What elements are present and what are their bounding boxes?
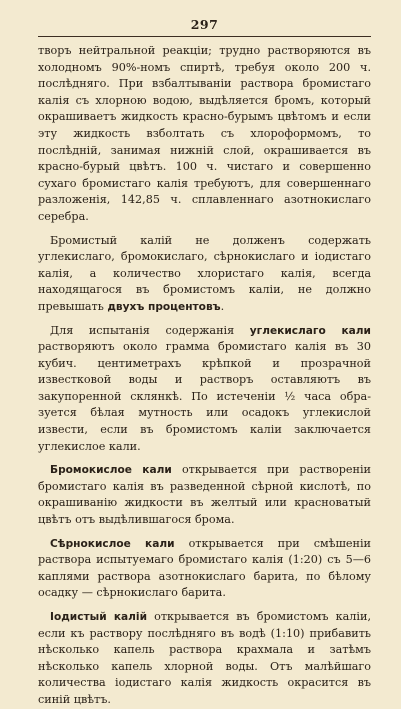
paragraph-2-text-a: Бромистый калій не долженъ содержать углекислаго, бромокислаго, сѣрнокислаго и іодистаго калія, а количество хлористаго калія, всегда находящагося въ бромистомъ каліи, не должно превышать	[38, 233, 371, 313]
paragraph-5-bold-term: Сѣрнокислое кали	[50, 537, 175, 550]
page-body	[38, 43, 371, 709]
paragraph-2	[38, 233, 371, 316]
paragraph-2-bold-term: двухъ процентовъ	[107, 300, 221, 313]
paragraph-4	[38, 462, 371, 528]
paragraph-3-text-b: растворяютъ около грамма бромистаго калія въ 30 кубич. центиметрахъ крѣпкой и прозрачной известковой воды и растворъ оставляютъ въ закупоренной склянкѣ. По истеченіи ½ часа образуется бѣлая мутность или осадокъ углекислой извести, если въ бромистомъ каліи заключается углекислое кали.	[38, 340, 371, 453]
page-number: 297	[190, 17, 219, 32]
paragraph-5-text: открывается при смѣшеніи раствора испытуемаго бромистаго калія (1:20) съ 5—6 каплями раствора азотнокислаго барита, по бѣлому осадку — сѣрнокислаго барита.	[38, 536, 371, 600]
paragraph-3-text-a: Для испытанія содержанія	[50, 323, 250, 337]
paragraph-1-text: творъ нейтральной реакціи; трудно растворяются въ холодномъ 90%-номъ спиртѣ, требуя около 200 ч. послѣдняго. При взбалтываніи раствора бромистаго калія съ хлорною водою, выдѣляется бромъ, который окрашиваетъ жидкость красно-бурымъ цвѣтомъ и если эту жидкость взболтать съ хлороформомъ, то послѣдній, занимая нижній слой, окрашивается въ красно-бурый цвѣтъ. 100 ч. чистаго и совершенно сухаго бромистаго калія требуютъ, для совершеннаго разложенія, 142,85 ч. сплавленнаго азотнокислаго серебра.	[38, 44, 371, 223]
header-rule	[38, 36, 371, 37]
paragraph-1	[38, 43, 371, 226]
paragraph-3-bold-term: углекислаго кали	[249, 324, 371, 337]
paragraph-3	[38, 323, 371, 456]
paragraph-6-text: открывается въ бромистомъ каліи, если къ раствору послѣдняго въ водѣ (1:10) прибавить нѣсколько капель раствора крахмала и затѣмъ нѣсколько капель хлорной воды. Отъ малѣйшаго количества іодистаго калія жидкость окрасится въ синій цвѣтъ.	[38, 610, 371, 706]
paragraph-4-bold-term: Бромокислое кали	[50, 464, 172, 477]
paragraph-6-bold-term: Іодистый калій	[50, 611, 147, 623]
paragraph-5	[38, 536, 371, 602]
paragraph-4-text: открывается при раствореніи бромистаго калія въ разведенной сѣрной кислотѣ, по окрашиванію жидкости въ желтый или красноватый цвѣтъ отъ выдѣлившагося брома.	[38, 463, 371, 527]
paragraph-2-text-b: .	[220, 299, 225, 313]
paragraph-6	[38, 609, 371, 709]
